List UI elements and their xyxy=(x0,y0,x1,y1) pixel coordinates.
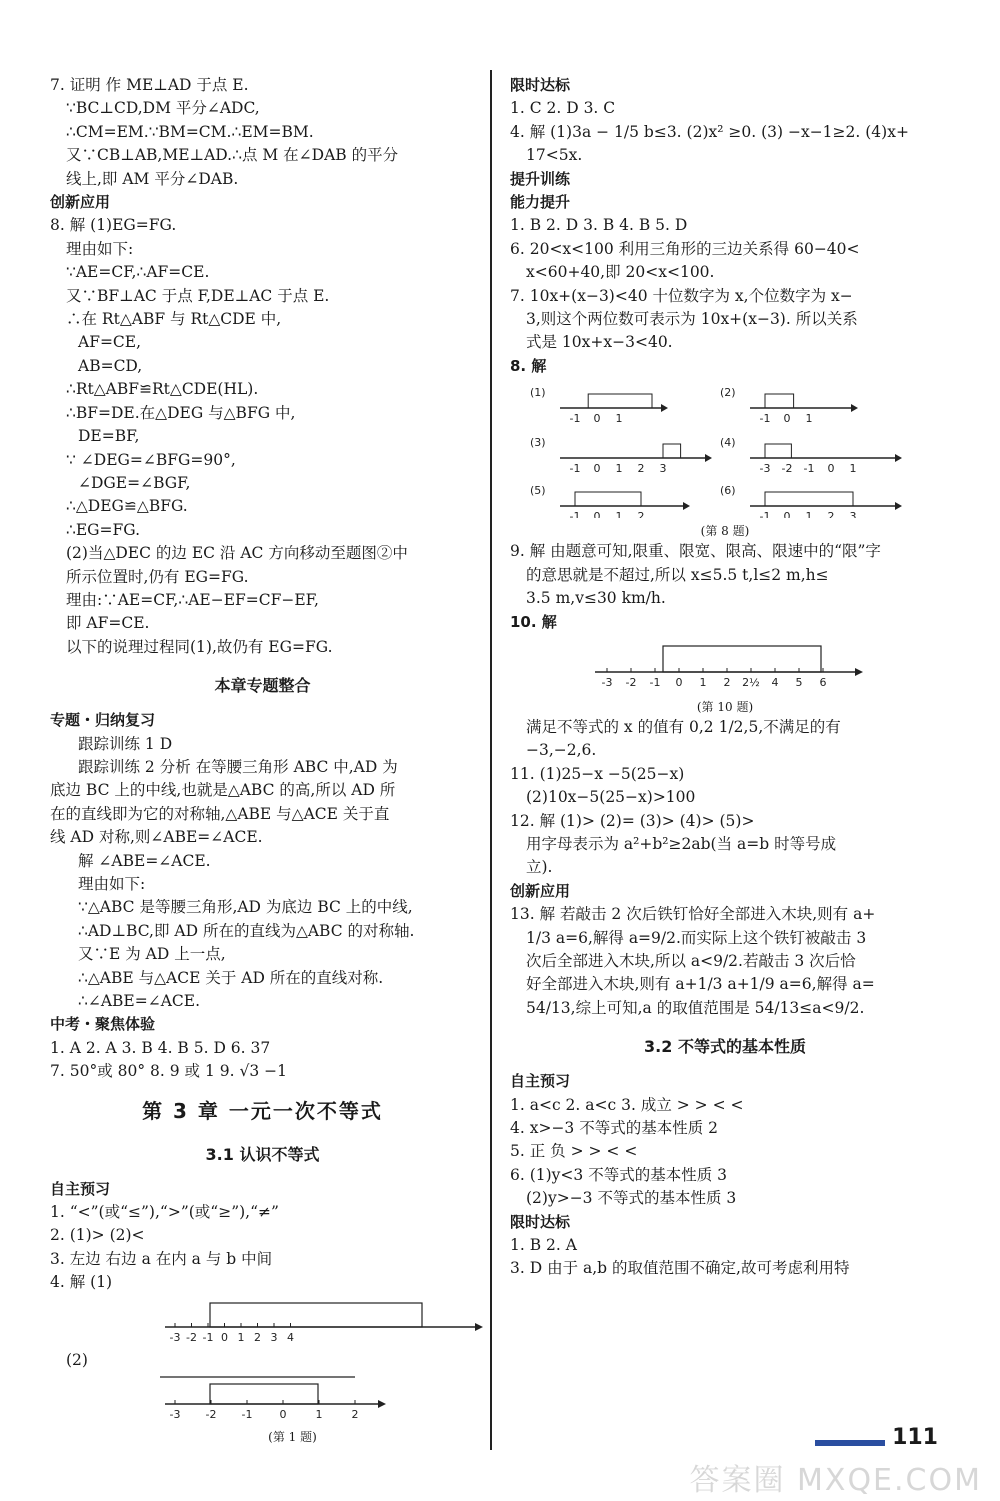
fig8-arrow xyxy=(851,404,858,412)
section-heading: 能力提升 xyxy=(510,193,571,212)
text-line: 又∵BF⊥AC 于点 F,DE⊥AC 于点 E. xyxy=(66,286,330,305)
text-line: ∴CM=EM.∵BM=CM.∴EM=BM. xyxy=(66,122,314,141)
text-line: 1. B 2. D 3. B 4. B 5. D xyxy=(510,216,688,235)
section-heading: 创新应用 xyxy=(510,881,571,900)
text-line: 即 AF=CE. xyxy=(66,614,150,633)
section-heading: 8. 解 xyxy=(510,356,547,375)
fig8-arrow xyxy=(705,454,712,462)
text-line: (2)10x−5(25−x)>100 xyxy=(526,788,696,807)
fig-q8-caption: (第 8 题) xyxy=(700,524,750,539)
fig8-solution-bracket xyxy=(765,492,853,506)
tick-label: 6 xyxy=(819,675,827,689)
text-line: 以下的说理过程同(1),故仍有 EG=FG. xyxy=(66,637,333,656)
text-line: 1. a<c 2. a<c 3. 成立 > > < < xyxy=(510,1095,744,1114)
figure-q8 xyxy=(510,378,940,540)
tick-label: -3 xyxy=(601,675,613,689)
text-line: 线 AD 对称,则∠ABE=∠ACE. xyxy=(50,828,263,847)
section-heading: 提升训练 xyxy=(510,169,571,188)
fig8-tick-label: 0 xyxy=(593,462,601,476)
section-heading: 限时达标 xyxy=(510,76,571,94)
text-line: 解 ∠ABE=∠ACE. xyxy=(78,851,211,870)
tick-label: 4 xyxy=(287,1330,294,1344)
text-line: AF=CE, xyxy=(78,333,142,352)
text-line: 6. 20<x<100 利用三角形的三边关系得 60−40< xyxy=(510,239,860,258)
fig8-sub-label: (1) xyxy=(530,386,546,400)
text-line: 用字母表示为 a²+b²≥2ab(当 a=b 时等号成 xyxy=(526,834,837,853)
text-line: ∵△ABC 是等腰三角形,AD 为底边 BC 上的中线, xyxy=(78,898,413,917)
tick-label: -2 xyxy=(625,675,637,689)
text-line: ∵AE=CF,∴AF=CE. xyxy=(66,263,210,282)
section-heading: 自主预习 xyxy=(50,1179,111,1198)
text-line: ∴Rt△ABF≌Rt△CDE(HL). xyxy=(66,380,259,399)
tick-label: 0 xyxy=(675,675,683,689)
fig8-sub-label: (4) xyxy=(720,436,736,450)
text-line: 1. B 2. A xyxy=(510,1236,577,1255)
text-line: 满足不等式的 x 的值有 0,2 1/2,5,不满足的有 xyxy=(526,717,841,736)
text-line: 所示位置时,仍有 EG=FG. xyxy=(66,567,249,586)
fig8-sub-label: (3) xyxy=(530,436,546,450)
text-line: 6. (1)y<3 不等式的基本性质 3 xyxy=(510,1165,727,1184)
text-line: 线上,即 AM 平分∠DAB. xyxy=(66,169,239,188)
text-line: 3. 左边 右边 a 在内 a 与 b 中间 xyxy=(50,1249,273,1268)
text-line: 4. 解 (1) xyxy=(50,1273,113,1292)
right-text-block-c xyxy=(510,716,940,1281)
tick-label: -1 xyxy=(202,1330,214,1344)
tick-label: -2 xyxy=(186,1330,197,1344)
text-line: (2)当△DEC 的边 EC 沿 AC 方向移动至题图②中 xyxy=(66,544,408,563)
text-line: 3,则这个两位数可表示为 10x+(x−3). 所以关系 xyxy=(526,310,858,329)
text-line: 好全部进入木块,则有 a+1/3 a+1/9 a=6,解得 a= xyxy=(526,975,875,994)
number-line-q10 xyxy=(510,634,940,694)
text-line: ∵BC⊥CD,DM 平分∠ADC, xyxy=(66,99,260,118)
fig-q4-sub2: (2) xyxy=(66,1350,88,1369)
text-line: ∴EG=FG. xyxy=(66,520,141,539)
left-text-block xyxy=(50,74,475,1295)
fig8-tick-label: 3 xyxy=(659,462,667,476)
tick-label: -2 xyxy=(205,1408,217,1422)
fig8-tick-label: 3 xyxy=(849,510,857,519)
text-line: 4. x>−3 不等式的基本性质 2 xyxy=(510,1119,719,1137)
section-heading: 限时达标 xyxy=(510,1212,571,1231)
number-line-q4-2 xyxy=(160,1372,490,1424)
fig8-sub-label: (2) xyxy=(720,386,736,400)
text-line: 理由:∵AE=CF,∴AE−EF=CF−EF, xyxy=(66,590,319,609)
tick-label: 3 xyxy=(270,1330,278,1344)
text-line: 跟踪训练 2 分析 在等腰三角形 ABC 中,AD 为 xyxy=(78,757,398,776)
fig8-tick-label: -3 xyxy=(759,462,771,476)
left-column xyxy=(50,74,475,1446)
text-line: x<60+40,即 20<x<100. xyxy=(526,263,715,282)
section-heading: 10. 解 xyxy=(510,612,557,631)
text-line: AB=CD, xyxy=(78,356,143,375)
fig8-solution-bracket xyxy=(663,444,681,458)
fig8-solution-bracket xyxy=(765,394,794,408)
text-line: ∴BF=DE.在△DEG 与△BFG 中, xyxy=(66,403,296,422)
fig8-tick-label: -1 xyxy=(569,462,581,476)
tick-label: -3 xyxy=(169,1330,181,1344)
fig-q4-caption: (第 1 题) xyxy=(268,1430,317,1445)
fig-q10-caption: (第 10 题) xyxy=(696,699,754,714)
text-line: 13. 解 若敲击 2 次后铁钉恰好全部进入木块,则有 a+ xyxy=(510,905,876,924)
text-line: ∴∠ABE=∠ACE. xyxy=(78,992,201,1011)
text-line: (2)y>−3 不等式的基本性质 3 xyxy=(526,1189,737,1208)
fig8-tick-label: 1 xyxy=(805,412,813,426)
fig8-solution-bracket xyxy=(765,444,791,458)
tick-label: 1 xyxy=(699,675,707,689)
column-divider xyxy=(490,70,492,1450)
tick-label: -3 xyxy=(169,1408,181,1422)
figure-q10 xyxy=(510,634,940,716)
text-line: 又∵CB⊥AB,ME⊥AD.∴点 M 在∠DAB 的平分 xyxy=(66,146,399,165)
number-lines-q8 xyxy=(510,378,940,518)
tick-label: 1 xyxy=(315,1408,323,1422)
text-line: 立). xyxy=(526,858,553,877)
fig8-tick-label: 0 xyxy=(783,510,791,519)
fig8-sub-label: (6) xyxy=(720,484,736,498)
fig8-tick-label: 1 xyxy=(615,412,623,426)
text-line: 1. “<”(或“≤”),“>”(或“≥”),“≠” xyxy=(50,1203,279,1222)
fig8-tick-label: -1 xyxy=(569,510,581,519)
text-line: 1/3 a=6,解得 a=9/2.而实际上这个铁钉被敲击 3 xyxy=(526,928,867,947)
fig8-arrow xyxy=(895,502,902,510)
text-line: −3,−2,6. xyxy=(526,741,597,760)
text-line: ∴△DEG≌△BFG. xyxy=(66,497,188,516)
text-line: 次后全部进入木块,所以 a<9/2.若敲击 3 次后恰 xyxy=(526,951,856,970)
text-line: 底边 BC 上的中线,也就是△ABC 的高,所以 AD 所 xyxy=(50,781,396,800)
number-line-q4-1 xyxy=(160,1295,490,1345)
text-line: 54/13,综上可知,a 的取值范围是 54/13≤a<9/2. xyxy=(526,998,865,1017)
fig8-tick-label: 2 xyxy=(637,462,645,476)
text-line: 式是 10x+x−3<40. xyxy=(526,333,673,352)
fig8-tick-label: 0 xyxy=(593,510,601,519)
section-heading: 自主预习 xyxy=(510,1072,571,1091)
fig8-arrow xyxy=(683,502,690,510)
text-line: 17<5x. xyxy=(526,146,583,165)
text-line: 1. C 2. D 3. C xyxy=(510,99,616,118)
text-line: 在的直线即为它的对称轴,△ABE 与△ACE 关于直 xyxy=(50,804,390,823)
text-line: 7. 50°或 80° 8. 9 或 1 9. √3 −1 xyxy=(50,1062,287,1081)
tick-label: 0 xyxy=(221,1330,228,1344)
fig8-tick-label: -1 xyxy=(759,510,771,519)
fig8-solution-bracket xyxy=(588,394,652,408)
text-line: 9. 解 由题意可知,限重、限宽、限高、限速中的“限”字 xyxy=(510,542,881,561)
fig8-tick-label: 0 xyxy=(783,412,791,426)
fig8-tick-label: 0 xyxy=(827,462,835,476)
text-line: ∴AD⊥BC,即 AD 所在的直线为△ABC 的对称轴. xyxy=(78,921,415,940)
section-heading: 中考・聚焦体验 xyxy=(50,1015,156,1034)
section-heading: 专题・归纳复习 xyxy=(50,711,156,730)
tick-label: -1 xyxy=(649,675,661,689)
text-line: 1. A 2. A 3. B 4. B 5. D 6. 37 xyxy=(50,1038,271,1057)
tick-label: -1 xyxy=(241,1408,253,1422)
fig8-tick-label: 1 xyxy=(805,510,813,519)
tick-label: 4 xyxy=(771,675,779,689)
text-line: 2. (1)> (2)< xyxy=(50,1226,145,1245)
text-line: 8. 解 (1)EG=FG. xyxy=(50,216,177,235)
fig8-tick-label: -1 xyxy=(759,412,771,426)
fig8-tick-label: 1 xyxy=(615,510,623,519)
text-line: ∴△ABE 与△ACE 关于 AD 所在的直线对称. xyxy=(78,968,384,987)
text-line: 理由如下: xyxy=(66,239,134,258)
text-line: ∵ ∠DEG=∠BFG=90°, xyxy=(66,450,236,469)
text-line: 3.5 m,v≤30 km/h. xyxy=(526,589,666,608)
text-line: ∠DGE=∠BGF, xyxy=(78,473,191,492)
tick-label: 2 xyxy=(351,1408,359,1422)
fig8-arrow xyxy=(895,454,902,462)
text-line: 7. 10x+(x−3)<40 十位数字为 x,个位数字为 x− xyxy=(510,286,853,305)
tick-label: 0 xyxy=(279,1408,287,1422)
text-line: 4. 解 (1)3a − 1/5 b≤3. (2)x² ≥0. (3) −x−1≥2. (4)x+ xyxy=(510,122,909,141)
text-line: 理由如下: xyxy=(78,875,146,893)
text-line: DE=BF, xyxy=(78,427,140,446)
fig8-tick-label: -2 xyxy=(781,462,793,476)
fig8-tick-label: 1 xyxy=(849,462,857,476)
watermark: 答案圈 MXQE.COM xyxy=(689,1463,982,1498)
fig8-tick-label: -1 xyxy=(569,412,581,426)
fig8-tick-label: -1 xyxy=(803,462,815,476)
fig8-tick-label: 2 xyxy=(827,510,835,519)
text-line: ∴在 Rt△ABF 与 Rt△CDE 中, xyxy=(66,310,282,329)
text-line: 又∵E 为 AD 上一点, xyxy=(78,945,226,964)
text-line: 7. 证明 作 ME⊥AD 于点 E. xyxy=(50,76,249,94)
fig8-sub-label: (5) xyxy=(530,484,546,498)
text-line: 的意思就是不超过,所以 x≤5.5 t,l≤2 m,h≤ xyxy=(526,565,829,584)
tick-label: 2 xyxy=(254,1330,261,1344)
text-line: 12. 解 (1)> (2)= (3)> (4)> (5)> xyxy=(510,811,755,830)
page-number: 111 xyxy=(892,1425,938,1450)
text-line: 3. D 由于 a,b 的取值范围不确定,故可考虑利用特 xyxy=(510,1259,850,1278)
tick-label: 2 xyxy=(723,675,731,689)
right-column xyxy=(510,74,940,1281)
section-title: 3.1 认识不等式 xyxy=(205,1144,320,1164)
fig8-arrow xyxy=(661,404,668,412)
right-text-block-a xyxy=(510,74,940,378)
tick-label: 5 xyxy=(795,675,803,689)
tick-label: 2½ xyxy=(742,675,760,689)
section-title: 3.2 不等式的基本性质 xyxy=(644,1037,806,1057)
tick-label: 1 xyxy=(237,1330,245,1344)
section-title: 本章专题整合 xyxy=(214,676,311,696)
page-number-bar xyxy=(815,1440,885,1446)
figure-q4 xyxy=(50,1295,475,1446)
right-text-block-b xyxy=(510,540,940,634)
fig8-tick-label: 1 xyxy=(615,462,623,476)
section-heading: 创新应用 xyxy=(50,193,111,212)
section-title: 第 3 章 一元一次不等式 xyxy=(142,1098,383,1123)
fig8-tick-label: 2 xyxy=(637,510,645,519)
fig8-tick-label: 0 xyxy=(593,412,601,426)
text-line: 5. 正 负 > > < < xyxy=(510,1142,638,1161)
fig8-solution-bracket xyxy=(575,492,641,506)
text-line: 跟踪训练 1 D xyxy=(78,734,173,753)
text-line: 11. (1)25−x −5(25−x) xyxy=(510,764,685,783)
